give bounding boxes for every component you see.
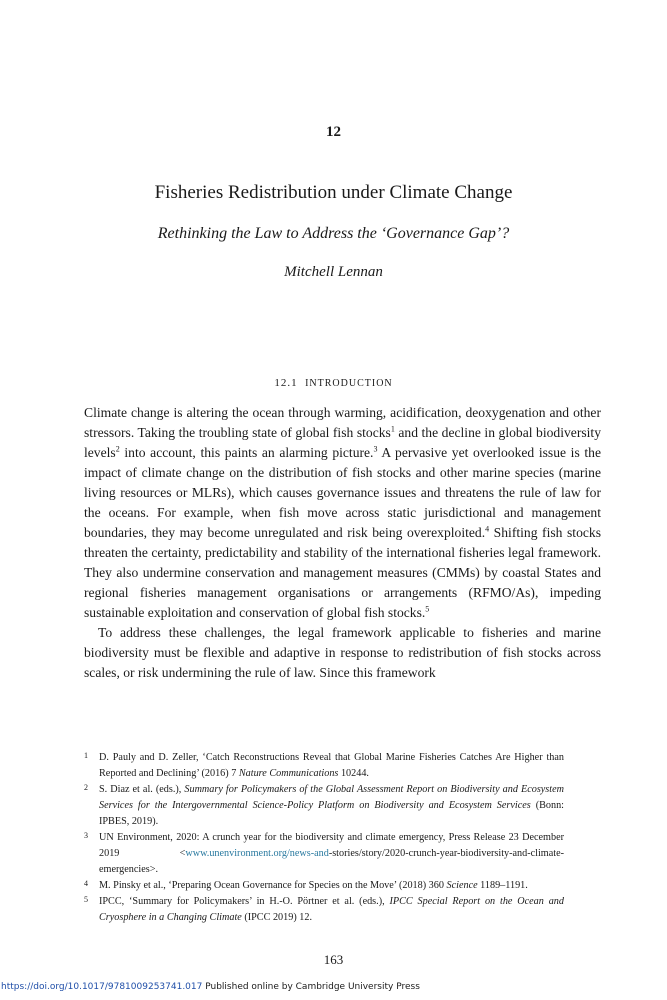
footnote-number: 3	[84, 831, 88, 840]
body-text	[84, 403, 601, 683]
footnote-number: 2	[84, 783, 88, 792]
paragraph: Climate change is altering the ocean through warming, acidification, deoxygenation and other stressors. Taking the troubling state of global fish stocks$^1$ and the decline in global biodiversity levels$^2$ into account, this paints an alarming picture.$^3$ A pervasive yet overlooked issue is the impact of climate change on the distribution of fish stocks and other marine species (marine living resources or MLRs), which causes governance issues and threatens the rule of law for the oceans. For example, when fish move across static jurisdictional and management boundaries, they may become unregulated and risk being overexploited.$^4$ Shifting fish stocks threaten the certainty, predictability and stability of the international fisheries legal framework. They also undermine conservation and management measures (CMMs) by coastal States and regional fisheries management organisations or arrangements (RFMO/As), impeding sustainable exploitation and conservation of global fish stocks.$^5$	[84, 405, 601, 620]
footnote-ref[interactable]: 2	[115, 444, 120, 454]
section-number: 12.1	[274, 377, 298, 389]
page-number: 163	[323, 952, 344, 967]
paragraph: To address these challenges, the legal framework applicable to fisheries and marine biodiversity must be flexible and adaptive in response to redistribution of fish stocks across scales, or risk undermining the rule of law. Since this framework	[84, 625, 601, 680]
footnote: 1 D. Pauly and D. Zeller, ‘Catch Reconstructions Reveal that Global Marine Fisheries Catches Are Higher than Reported and Declining’ (2016) 7 Nature Communications 10244.	[84, 750, 564, 782]
footnote: 5 IPCC, ‘Summary for Policymakers’ in H.-O. Pörtner et al. (eds.), IPCC Special Report on the Ocean and Cryosphere in a Changing Climate (IPCC 2019) 12.	[84, 894, 564, 926]
footer-doi	[1, 982, 420, 992]
footnotes	[84, 750, 564, 926]
chapter-subtitle: Rethinking the Law to Address the ‘Governance Gap’?	[157, 225, 510, 242]
footnote-link[interactable]: www.unenvironment.org/news-and	[185, 848, 329, 859]
publisher-note: Published online by Cambridge University Press	[202, 982, 420, 992]
section-heading	[0, 377, 667, 389]
section-title: INTRODUCTION	[305, 378, 393, 389]
footnote-number: 1	[84, 751, 88, 760]
footnote-ref[interactable]: 4	[485, 524, 490, 534]
chapter-author: Mitchell Lennan	[284, 264, 383, 280]
chapter-title: Fisheries Redistribution under Climate Change	[154, 182, 513, 203]
footnote-ref[interactable]: 1	[390, 424, 395, 434]
footnote-ref[interactable]: 3	[373, 444, 378, 454]
footnote-number: 4	[84, 879, 88, 888]
footnote-ref[interactable]: 5	[425, 604, 430, 614]
footnote: 2 S. Diaz et al. (eds.), Summary for Policymakers of the Global Assessment Report on Biodiversity and Ecosystem Services for the Intergovernmental Science-Policy Platform on Biodiversity and Ecosystem Services (Bonn: IPBES, 2019).	[84, 782, 564, 830]
chapter-number: 12	[326, 124, 341, 140]
footnote: 3 UN Environment, 2020: A crunch year for the biodiversity and climate emergency, Press Release 23 December 2019 <www.unenvironment.org/news-and-stories/story/2020-crunch-year-biodiversity-and-climate-emergencies>.	[84, 830, 564, 878]
footnote-number: 5	[84, 895, 88, 904]
doi-link[interactable]: https://doi.org/10.1017/9781009253741.017	[1, 982, 203, 992]
footnote: 4 M. Pinsky et al., ‘Preparing Ocean Governance for Species on the Move’ (2018) 360 Science 1189–1191.	[84, 878, 564, 894]
